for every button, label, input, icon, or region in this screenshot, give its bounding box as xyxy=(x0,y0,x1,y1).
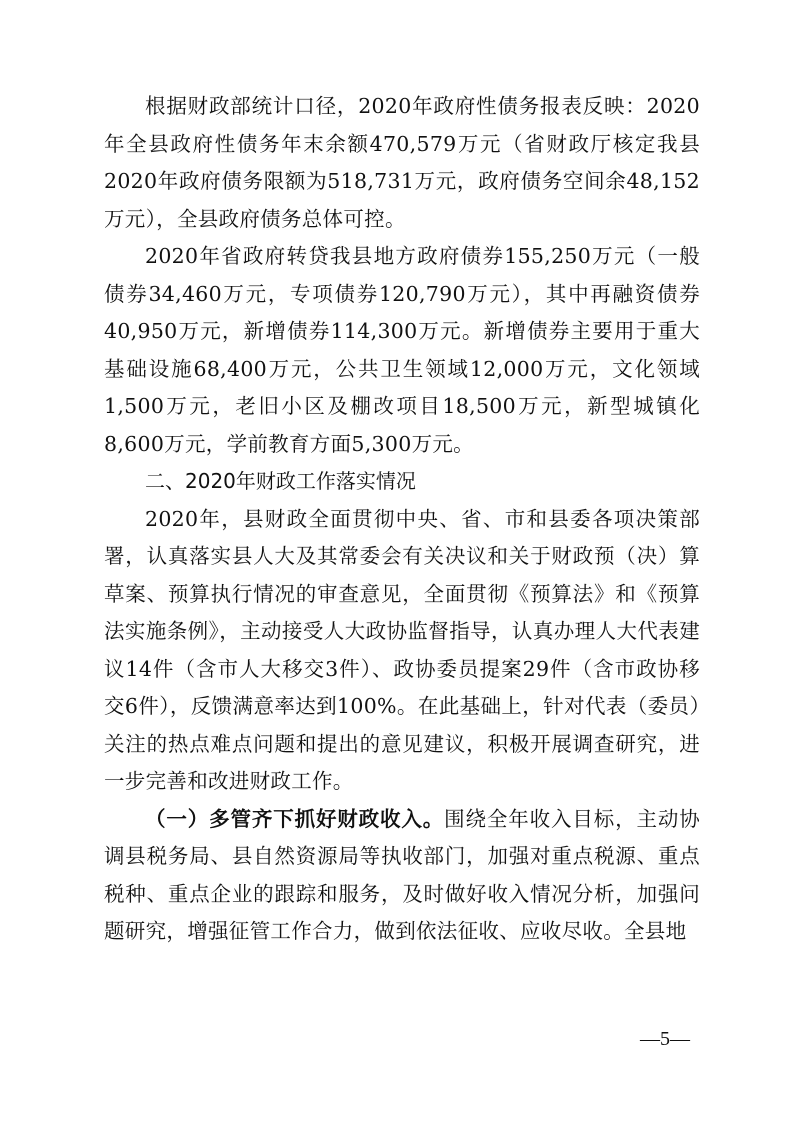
page-number: —5— xyxy=(640,1028,690,1050)
paragraph-debt-summary: 根据财政部统计口径，2020年政府性债务报表反映：2020年全县政府性债务年末余额470,579万元（省财政厅核定我县2020年政府债务限额为518,731万元，政府债务空间余48,152万元），全县政府债务总体可控。 xyxy=(104,94,700,231)
paragraph-implementation: 2020年，县财政全面贯彻中央、省、市和县委各项决策部署，认真落实县人大及其常委会有关决议和关于财政预（决）算草案、预算执行情况的审查意见，全面贯彻《预算法》和《预算法实施条例》，主动接受人大政协监督指导，认真办理人大代表建议14件（含市人大移交3件）、政协委员提案29件（含市政协移交6件），反馈满意率达到100%。在此基础上，针对代表（委员）关注的热点难点问题和提出的意见建议，积极开展调查研究，进一步完善和改进财政工作。 xyxy=(104,506,700,793)
paragraph-revenue-text: 围绕全年收入目标，主动协调县税务局、县自然资源局等执收部门，加强对重点税源、重点税种、重点企业的跟踪和服务，及时做好收入情况分析，加强问题研究，增强征管工作合力，做到依法征收、应收尽收。全县地 xyxy=(104,806,700,943)
subheading-revenue: （一）多管齐下抓好财政收入。 xyxy=(145,806,445,831)
body-text xyxy=(104,88,700,951)
section-heading: 二、2020年财政工作落实情况 xyxy=(145,469,416,493)
paragraph-revenue xyxy=(104,801,700,951)
paragraph-bonds: 2020年省政府转贷我县地方政府债券155,250万元（一般债券34,460万元，专项债券120,790万元），其中再融资债券40,950万元，新增债券114,300万元。新增债券主要用于重大基础设施68,400万元，公共卫生领域12,000万元，文化领域1,500万元，老旧小区及棚改项目18,500万元，新型城镇化8,600万元，学前教育方面5,300万元。 xyxy=(104,244,700,456)
